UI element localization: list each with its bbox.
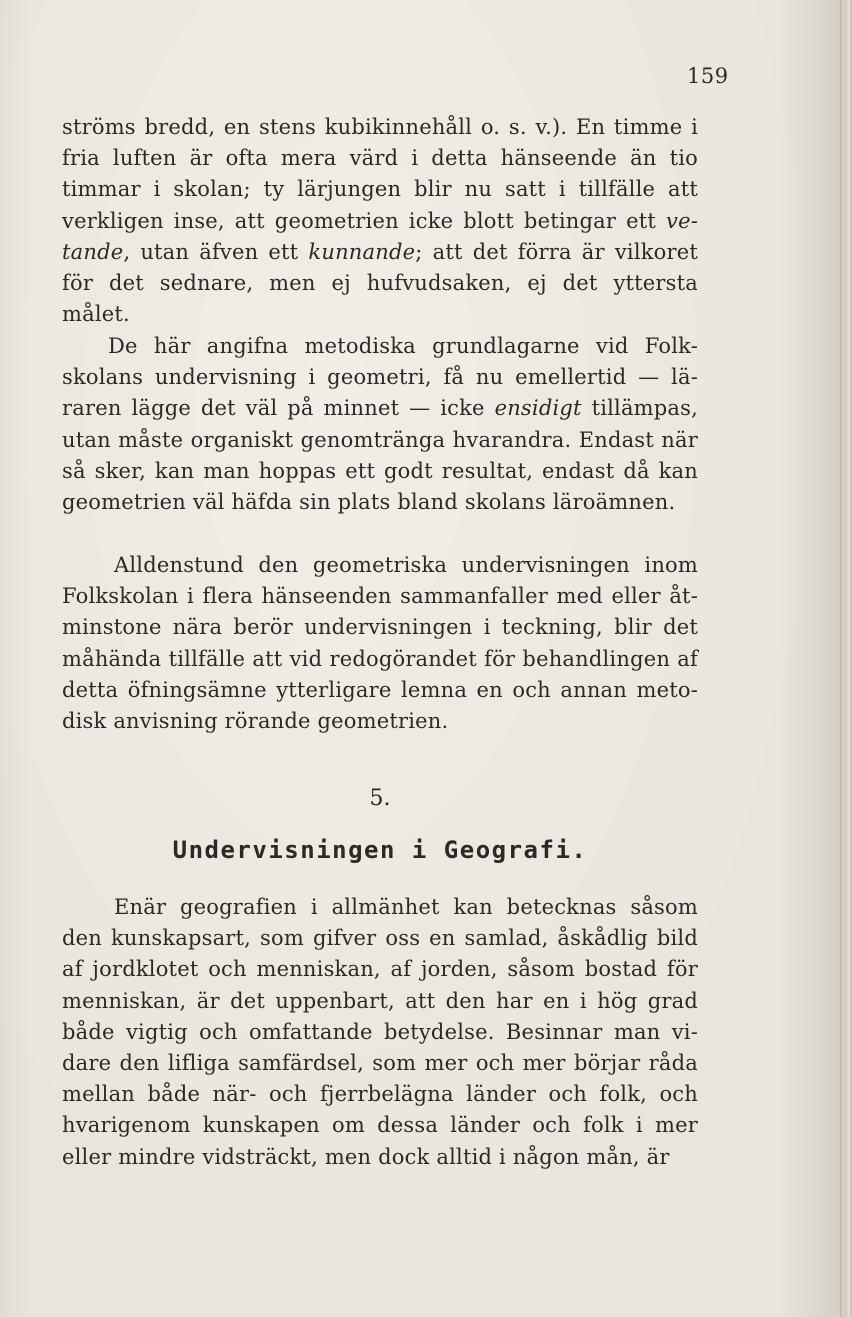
page-number: 159 [687,64,729,88]
emphasized-word: ensidigt [494,396,582,421]
paragraph-text: De här angifna metodiska grundlagarne vid Folk-skolans undervisning i geometri, få nu emellertid — lä-raren lägge det väl på minnet — icke [62,334,698,421]
paragraph [62,550,698,737]
section-number: 5. [369,786,391,811]
paragraph-text: ; att det förra är vilkoret för det sednare, men ej hufvudsaken, ej det yttersta målet. [62,239,699,327]
paragraph-text: Alldenstund den geometriska undervisningen inom Folkskolan i flera hänseenden sammanfaller med eller åt-minstone nära berör undervisningen i teckning, blir det måhända tillfälle att vid redogörandet för behandlingen af detta öfningsämne ytterligare lemna en och annan meto-disk anvisning rörande geometrien. [62,553,698,734]
page-edge [840,0,852,1317]
paragraph [62,331,698,518]
paragraph [62,112,698,330]
paragraph-text: tillämpas, utan måste organiskt genomtränga hvarandra. Endast när så sker, kan man hoppas ett godt resultat, endast då kan geometrien väl häfda sin plats bland skolans läroämnen. [62,396,698,515]
paragraph-text: ströms bredd, en stens kubikinnehåll o. s. v.). En timme i fria luften är ofta mera värd i detta hänseende än tio timmar i skolan; ty lärjungen blir nu satt i tillfälle att verkligen inse, att geometrien icke blott betingar ett [62,115,698,233]
emphasized-word: ve-tande [62,208,698,264]
emphasized-word: kunnande [308,239,416,264]
paragraph [62,892,698,1173]
paragraph-text: Enär geografien i allmänhet kan betecknas såsom den kunskapsart, som gifver oss en samlad, åskådlig bild af jordklotet och menniskan, af jorden, såsom bostad för menniskan, är det uppenbart, att den har en i hög grad både vigtig och omfattande betydelse. Besinnar man vi-dare den lifliga samfärdsel, som mer och mer börjar råda mellan både när- och fjerrbelägna länder och folk, och hvarigenom kunskapen om dessa länder och folk i mer eller mindre vidsträckt, men dock alltid i någon mån, är [62,895,698,1169]
paragraph-text: , utan äfven ett [123,239,309,264]
section-heading: Undervisningen i Geografi. [172,836,588,864]
